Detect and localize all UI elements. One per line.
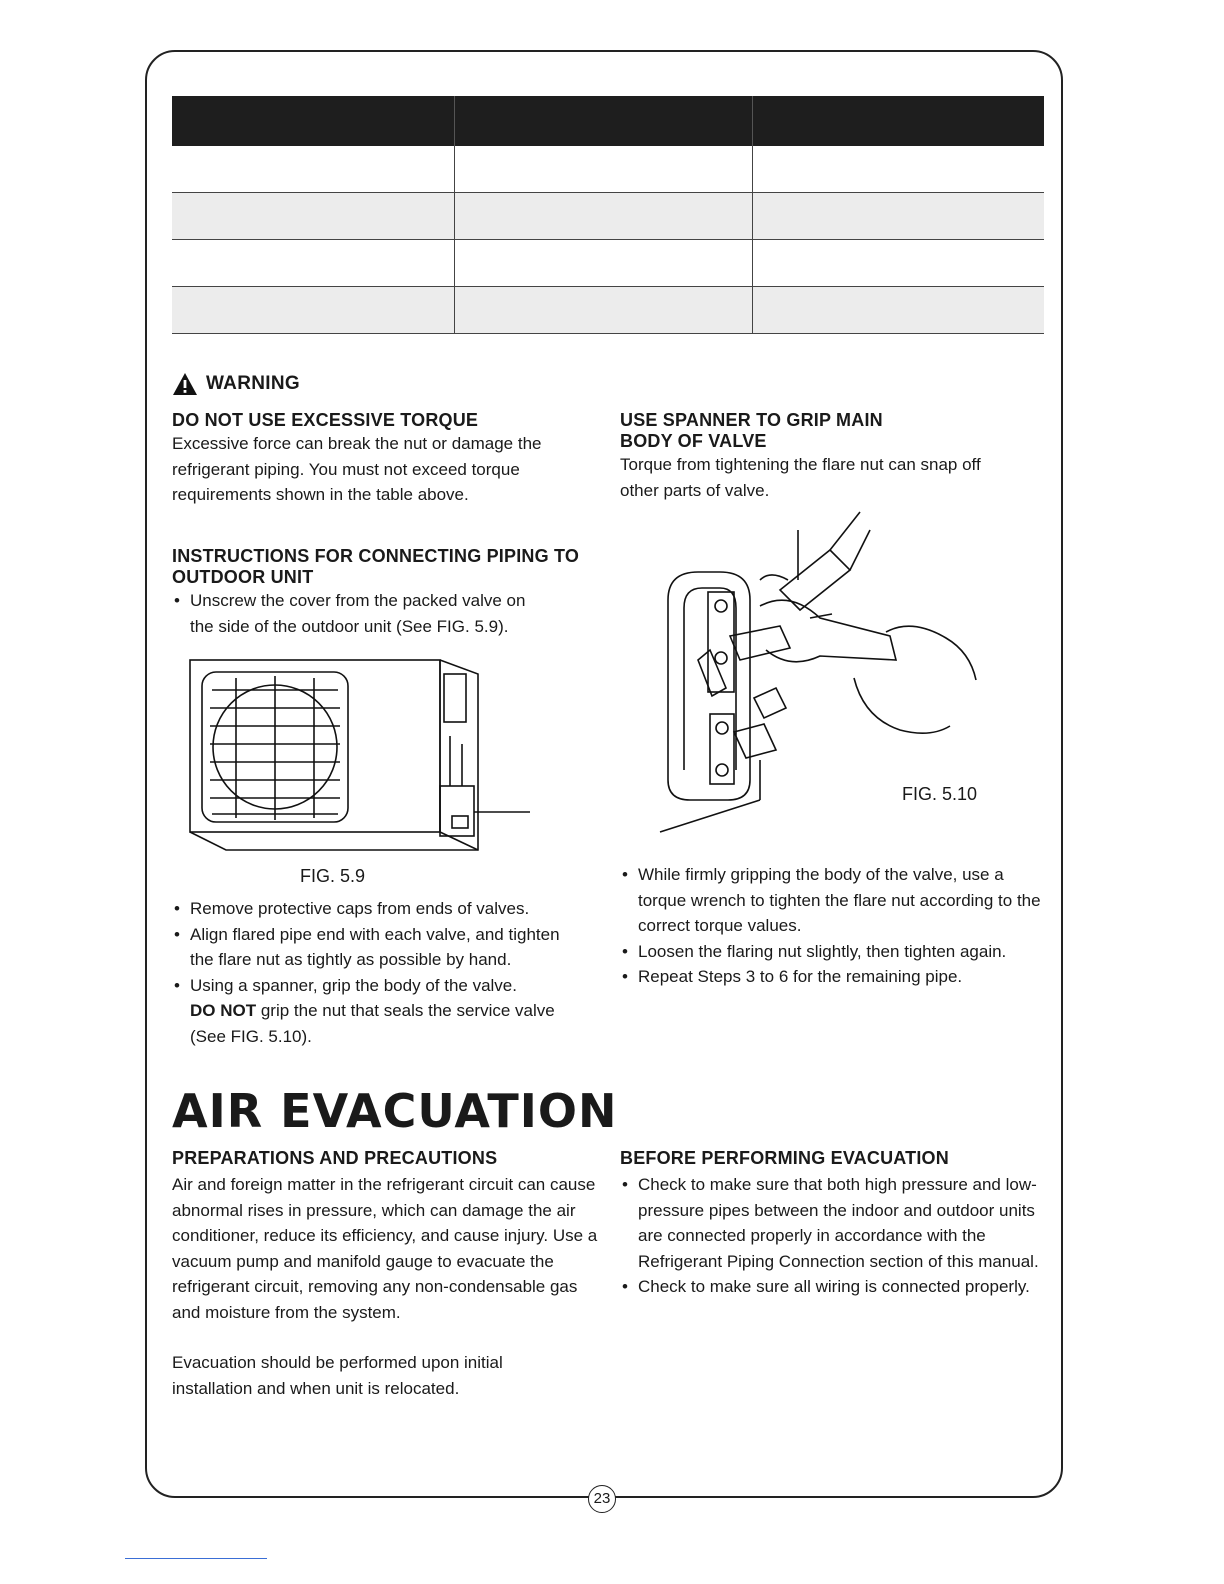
table-header-cell [455,96,753,146]
torque-table [172,96,1044,334]
instruction-step: • Align flared pipe end with each valve, and tighten the flare nut as tightly as possible by hand. [172,922,582,973]
section-title: AIR EVACUATION [172,1084,618,1138]
excessive-torque-text: Excessive force can break the nut or damage the refrigerant piping. You must not exceed torque requirements shown in the table above. [172,434,542,504]
spanner-block [620,410,1020,503]
right-steps-list [620,862,1050,990]
preparations-para: Evacuation should be performed upon initial installation and when unit is relocated. [172,1353,503,1398]
outdoor-unit-illustration [186,656,536,856]
table-row [172,193,1044,240]
fig-5-9-label: FIG. 5.9 [300,866,366,886]
before-evacuation-block [620,1148,1040,1300]
spanner-text: Torque from tightening the flare nut can snap off other parts of valve. [620,455,981,500]
spanner-heading: USE SPANNER TO GRIP MAIN BODY OF VALVE [620,410,883,451]
table-row [172,240,1044,287]
table-header-row [172,96,1044,146]
warning-label: WARNING [206,373,300,394]
page-number: 23 [588,1485,616,1513]
fig-5-10-label: FIG. 5.10 [902,784,978,804]
table-row [172,287,1044,334]
instruction-step: • Loosen the flaring nut slightly, then tighten again. [620,939,1050,965]
step-spanner-bold: DO NOT [190,1001,257,1020]
preparations-block [172,1148,602,1401]
warning-header [172,372,300,396]
instruction-step: • Remove protective caps from ends of valves. [172,896,582,922]
before-evacuation-item: • Check to make sure that both high pressure and low-pressure pipes between the indoor and outdoor units are connected properly in accordance with the Refrigerant Piping Connection section of this manual. [620,1172,1040,1274]
instruction-step: • Repeat Steps 3 to 6 for the remaining pipe. [620,964,1050,990]
instruction-step: • Unscrew the cover from the packed valve on the side of the outdoor unit (See FIG. 5.9). [172,588,542,639]
table-row [172,146,1044,193]
left-steps-list [172,896,582,1049]
bottom-rule [125,1558,267,1559]
instructions-block [172,546,602,639]
step-spanner-rest: grip the nut that seals the service valve (See FIG. 5.10). [190,1001,555,1046]
step-spanner-text: Using a spanner, grip the body of the valve. [190,975,517,995]
excessive-torque-heading: DO NOT USE EXCESSIVE TORQUE [172,410,479,430]
before-evacuation-item: • Check to make sure all wiring is connected properly. [620,1274,1040,1300]
instruction-step: • While firmly gripping the body of the valve, use a torque wrench to tighten the flare nut according to the correct torque values. [620,862,1050,939]
before-evacuation-heading: BEFORE PERFORMING EVACUATION [620,1148,949,1168]
preparations-heading: PREPARATIONS AND PRECAUTIONS [172,1148,498,1168]
table-header-cell [172,96,455,146]
preparations-para: Air and foreign matter in the refrigerant circuit can cause abnormal rises in pressure, which can damage the air conditioner, reduce its efficiency, and cause injury. Use a vacuum pump and manifold gauge to evacuate the refrigerant circuit, removing any non-condensable gas and moisture from the system. [172,1175,598,1322]
table-header-cell [753,96,1045,146]
warning-triangle-icon [172,372,198,396]
instruction-step [172,973,582,1050]
instructions-heading: INSTRUCTIONS FOR CONNECTING PIPING TO OUTDOOR UNIT [172,546,580,587]
excessive-torque-block [172,410,572,508]
